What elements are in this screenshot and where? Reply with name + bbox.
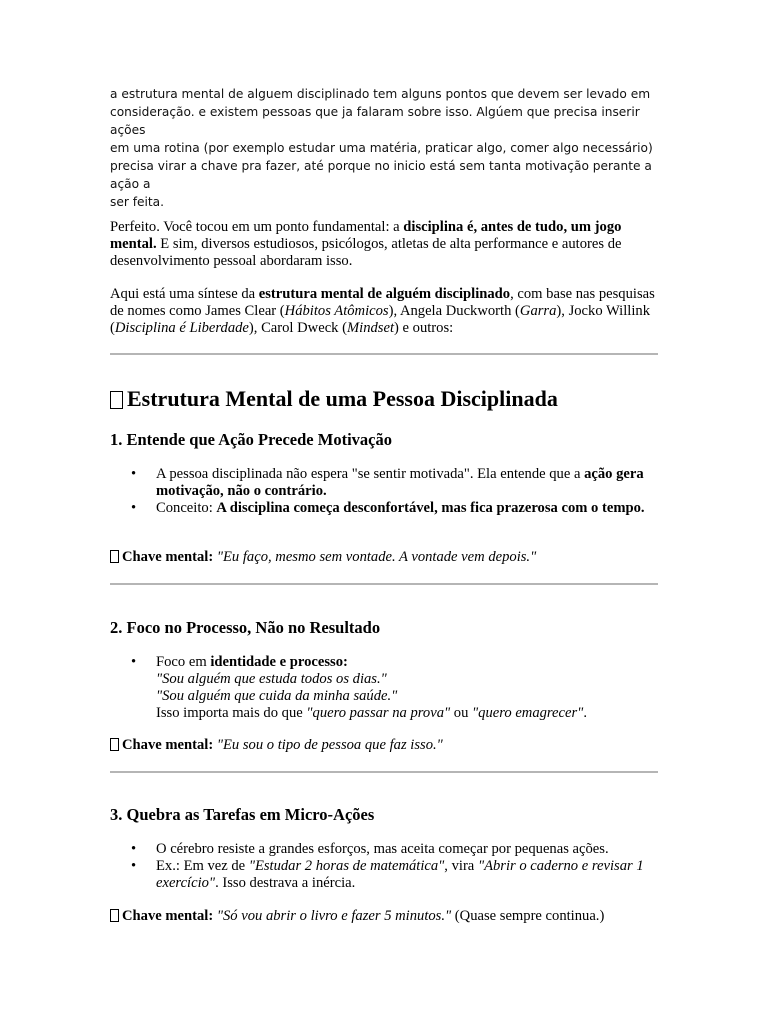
list-item [110, 858, 658, 892]
emphasis: identidade e processo: [210, 654, 348, 670]
page-heading [110, 386, 558, 412]
key-mental-1: Chave mental: "Eu faço, mesmo sem vontade. A vontade vem depois." [110, 549, 670, 566]
identity-quote: "Sou alguém que cuida da minha saúde." [156, 688, 398, 704]
section-2-title: 2. Foco no Processo, Não no Resultado [110, 618, 381, 637]
text: Conceito: [156, 500, 217, 516]
identity-quote: "Sou alguém que estuda todos os dias." [156, 671, 387, 687]
quote: "Abrir o caderno e revisar 1 exercício" [156, 858, 644, 891]
key-label: Chave mental [122, 908, 209, 924]
text: ), Jocko Willink ( [110, 303, 650, 336]
section-2-list [110, 654, 658, 722]
quote: "quero emagrecer" [472, 705, 584, 721]
prompt-line: consideração. e existem pessoas que ja falaram sobre isso. Algúem que precisa inserir ações [110, 105, 640, 137]
text: A pessoa disciplinada não espera "se sentir motivada". Ela entende que a [156, 466, 585, 482]
text: ), Carol Dweck ( [248, 320, 347, 336]
emphasis: estrutura mental de alguém disciplinado [258, 286, 511, 302]
text: ) e outros: [394, 320, 454, 336]
book-title: Hábitos Atômicos [284, 303, 389, 319]
book-title: Garra [519, 303, 557, 319]
text: Aqui está uma síntese da [110, 286, 259, 302]
text: (Quase sempre continua.) [451, 908, 605, 924]
prompt-line: ser feita. [110, 195, 165, 209]
missing-glyph-icon [110, 909, 119, 922]
divider [110, 353, 658, 355]
text: . Isso destrava a inércia. [215, 875, 356, 891]
emphasis: ação gera motivação, não o contrário. [156, 466, 644, 499]
text: . [583, 705, 587, 721]
quote: "Estudar 2 horas de matemática" [248, 858, 445, 874]
bullet: • [131, 500, 137, 516]
list-item [110, 841, 658, 858]
bullet: • [131, 466, 137, 482]
section-1-list [110, 466, 658, 517]
bullet: • [131, 841, 137, 857]
intro-paragraph [110, 219, 658, 270]
section-3-title: 3. Quebra as Tarefas em Micro-Ações [110, 805, 375, 824]
key-label: Chave mental [122, 737, 209, 753]
prompt-line: precisa virar a chave pra fazer, até porque no inicio está sem tanta motivação perante a ação a [110, 159, 652, 191]
book-title: Disciplina é Liberdade [114, 320, 249, 336]
bullet: • [131, 654, 137, 670]
key-quote: "Só vou abrir o livro e fazer 5 minutos." [216, 908, 452, 924]
divider [110, 583, 658, 585]
missing-glyph-icon [110, 738, 119, 751]
section-1-title: 1. Entende que Ação Precede Motivação [110, 430, 392, 449]
synthesis-paragraph [110, 286, 658, 337]
list-item [110, 466, 658, 500]
divider [110, 771, 658, 773]
emphasis: A disciplina começa desconfortável, mas fica prazerosa com o tempo. [216, 500, 645, 516]
book-title: Mindset [346, 320, 395, 336]
prompt-line: em uma rotina (por exemplo estudar uma matéria, praticar algo, comer algo necessário) [110, 141, 653, 155]
missing-glyph-icon [110, 391, 123, 409]
text: , vira [444, 858, 478, 874]
section-3-list [110, 841, 658, 892]
text: Perfeito. Você tocou em um ponto fundamental: a [110, 219, 404, 235]
text: Isso importa mais do que [156, 705, 307, 721]
missing-glyph-icon [110, 550, 119, 563]
key-mental-2: Chave mental: "Eu sou o tipo de pessoa que faz isso." [110, 737, 670, 754]
key-quote: "Eu sou o tipo de pessoa que faz isso." [216, 737, 443, 753]
key-mental-3: Chave mental: "Só vou abrir o livro e fazer 5 minutos." (Quase sempre continua.) [110, 908, 670, 925]
heading-text: Estrutura Mental de uma Pessoa Disciplinada [127, 386, 558, 411]
text: Foco em [156, 654, 211, 670]
bullet: • [131, 858, 137, 874]
emphasis: disciplina é, antes de tudo, um jogo mental. [110, 219, 622, 252]
text: O cérebro resiste a grandes esforços, mas aceita começar por pequenas ações. [156, 841, 609, 857]
text: E sim, diversos estudiosos, psicólogos, atletas de alta performance e autores de desenvolvimento pessoal abordaram isso. [110, 236, 622, 269]
user-prompt [110, 85, 658, 211]
text: Ex.: Em vez de [156, 858, 249, 874]
list-item [110, 500, 658, 517]
quote: "quero passar na prova" [306, 705, 451, 721]
prompt-line: a estrutura mental de alguem disciplinado tem alguns pontos que devem ser levado em [110, 87, 651, 101]
text: ), Angela Duckworth ( [388, 303, 520, 319]
text: , com base nas pesquisas de nomes como James Clear ( [110, 286, 655, 319]
text: ou [450, 705, 473, 721]
key-quote: "Eu faço, mesmo sem vontade. A vontade vem depois." [216, 549, 537, 565]
key-label: Chave mental [122, 549, 209, 565]
list-item [110, 654, 658, 722]
